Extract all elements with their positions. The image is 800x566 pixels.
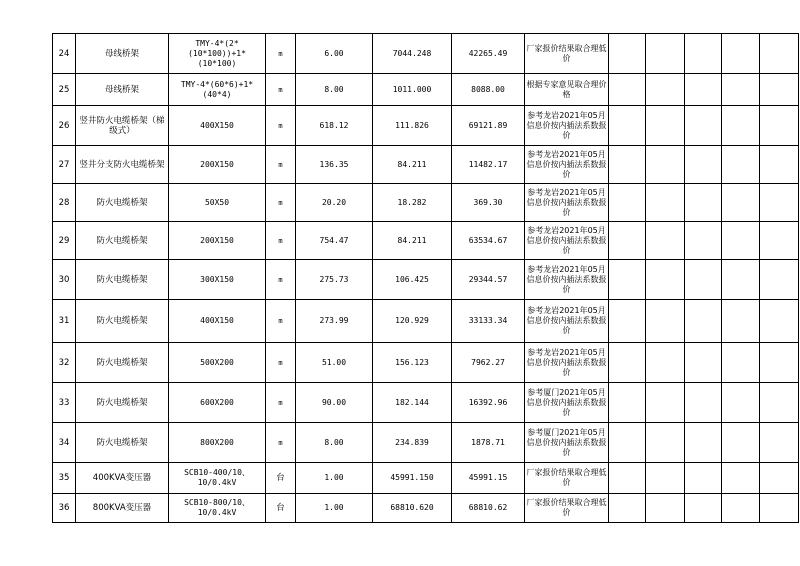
item-spec: TMY-4*(60*6)+1*(40*4) <box>169 74 266 106</box>
empty-cell <box>646 106 685 146</box>
item-total: 42265.49 <box>452 34 525 74</box>
empty-cell <box>760 383 799 423</box>
empty-cell <box>685 184 722 222</box>
empty-cell <box>646 184 685 222</box>
empty-cell <box>646 34 685 74</box>
item-note: 根据专家意见取合理价格 <box>525 74 609 106</box>
item-unit: m <box>266 343 296 383</box>
item-note: 参考龙岩2021年05月信息价按内插法系数报价 <box>525 146 609 184</box>
empty-cell <box>685 222 722 260</box>
item-note: 厂家报价结果取合理低价 <box>525 463 609 494</box>
item-unit: m <box>266 260 296 300</box>
item-unit-price: 182.144 <box>373 383 452 423</box>
item-total: 45991.15 <box>452 463 525 494</box>
row-number: 29 <box>53 222 76 260</box>
item-unit: m <box>266 222 296 260</box>
item-unit-price: 156.123 <box>373 343 452 383</box>
item-unit-price: 120.929 <box>373 300 452 343</box>
empty-cell <box>722 383 760 423</box>
empty-cell <box>685 423 722 463</box>
item-spec: 500X200 <box>169 343 266 383</box>
empty-cell <box>722 423 760 463</box>
item-quantity: 1.00 <box>296 463 373 494</box>
empty-cell <box>760 300 799 343</box>
row-number: 28 <box>53 184 76 222</box>
empty-cell <box>722 300 760 343</box>
item-note: 参考厦门2021年05月信息价按内插法系数报价 <box>525 383 609 423</box>
item-note: 参考龙岩2021年05月信息价按内插法系数报价 <box>525 106 609 146</box>
empty-cell <box>685 74 722 106</box>
row-number: 25 <box>53 74 76 106</box>
empty-cell <box>685 260 722 300</box>
empty-cell <box>722 146 760 184</box>
table-row <box>53 463 799 494</box>
empty-cell <box>646 343 685 383</box>
row-number: 26 <box>53 106 76 146</box>
empty-cell <box>760 74 799 106</box>
empty-cell <box>722 494 760 523</box>
empty-cell <box>722 463 760 494</box>
empty-cell <box>646 423 685 463</box>
item-quantity: 1.00 <box>296 494 373 523</box>
item-total: 8088.00 <box>452 74 525 106</box>
row-number: 35 <box>53 463 76 494</box>
price-table <box>52 33 799 523</box>
item-quantity: 20.20 <box>296 184 373 222</box>
item-name: 母线桥架 <box>76 74 169 106</box>
item-name: 防火电缆桥架 <box>76 423 169 463</box>
table-row <box>53 146 799 184</box>
item-unit: m <box>266 383 296 423</box>
item-unit: m <box>266 300 296 343</box>
item-spec: 200X150 <box>169 222 266 260</box>
item-total: 29344.57 <box>452 260 525 300</box>
item-unit: 台 <box>266 494 296 523</box>
empty-cell <box>760 146 799 184</box>
item-quantity: 618.12 <box>296 106 373 146</box>
empty-cell <box>685 383 722 423</box>
table-body <box>53 34 799 523</box>
empty-cell <box>609 146 646 184</box>
table-row <box>53 423 799 463</box>
item-name: 800KVA变压器 <box>76 494 169 523</box>
empty-cell <box>722 260 760 300</box>
empty-cell <box>609 300 646 343</box>
item-quantity: 90.00 <box>296 383 373 423</box>
item-name: 防火电缆桥架 <box>76 300 169 343</box>
item-spec: 600X200 <box>169 383 266 423</box>
empty-cell <box>609 222 646 260</box>
empty-cell <box>722 106 760 146</box>
empty-cell <box>646 222 685 260</box>
table-row <box>53 494 799 523</box>
row-number: 34 <box>53 423 76 463</box>
item-note: 厂家报价结果取合理低价 <box>525 34 609 74</box>
item-name: 防火电缆桥架 <box>76 184 169 222</box>
empty-cell <box>609 184 646 222</box>
empty-cell <box>646 494 685 523</box>
item-unit-price: 1011.000 <box>373 74 452 106</box>
item-note: 厂家报价结果取合理低价 <box>525 494 609 523</box>
item-spec: 200X150 <box>169 146 266 184</box>
item-unit-price: 45991.150 <box>373 463 452 494</box>
item-quantity: 6.00 <box>296 34 373 74</box>
empty-cell <box>646 74 685 106</box>
item-unit-price: 18.282 <box>373 184 452 222</box>
table-row <box>53 106 799 146</box>
item-unit: m <box>266 146 296 184</box>
empty-cell <box>609 34 646 74</box>
item-spec: TMY-4*(2*(10*100))+1*(10*100) <box>169 34 266 74</box>
item-unit-price: 84.211 <box>373 222 452 260</box>
table-row <box>53 74 799 106</box>
item-unit: 台 <box>266 463 296 494</box>
empty-cell <box>760 34 799 74</box>
empty-cell <box>646 260 685 300</box>
item-unit-price: 111.826 <box>373 106 452 146</box>
item-spec: SCB10-800/10、10/0.4kV <box>169 494 266 523</box>
empty-cell <box>609 343 646 383</box>
empty-cell <box>722 343 760 383</box>
empty-cell <box>760 222 799 260</box>
item-unit: m <box>266 106 296 146</box>
empty-cell <box>609 106 646 146</box>
row-number: 36 <box>53 494 76 523</box>
item-name: 防火电缆桥架 <box>76 222 169 260</box>
table-row <box>53 260 799 300</box>
item-unit: m <box>266 423 296 463</box>
item-quantity: 51.00 <box>296 343 373 383</box>
empty-cell <box>646 463 685 494</box>
empty-cell <box>685 463 722 494</box>
item-quantity: 8.00 <box>296 423 373 463</box>
empty-cell <box>685 34 722 74</box>
item-total: 69121.89 <box>452 106 525 146</box>
item-spec: 400X150 <box>169 106 266 146</box>
item-note: 参考龙岩2021年05月信息价按内插法系数报价 <box>525 260 609 300</box>
item-quantity: 275.73 <box>296 260 373 300</box>
empty-cell <box>609 74 646 106</box>
row-number: 33 <box>53 383 76 423</box>
empty-cell <box>760 494 799 523</box>
item-quantity: 8.00 <box>296 74 373 106</box>
item-name: 竖井防火电缆桥架（梯级式） <box>76 106 169 146</box>
row-number: 31 <box>53 300 76 343</box>
item-total: 7962.27 <box>452 343 525 383</box>
item-name: 母线桥架 <box>76 34 169 74</box>
table-row <box>53 300 799 343</box>
item-total: 16392.96 <box>452 383 525 423</box>
table-row <box>53 343 799 383</box>
empty-cell <box>760 184 799 222</box>
empty-cell <box>646 300 685 343</box>
row-number: 27 <box>53 146 76 184</box>
empty-cell <box>760 106 799 146</box>
empty-cell <box>760 423 799 463</box>
empty-cell <box>722 184 760 222</box>
empty-cell <box>609 423 646 463</box>
item-unit: m <box>266 34 296 74</box>
item-name: 竖井分支防火电缆桥架 <box>76 146 169 184</box>
table-row <box>53 184 799 222</box>
item-quantity: 136.35 <box>296 146 373 184</box>
item-unit: m <box>266 184 296 222</box>
empty-cell <box>722 222 760 260</box>
empty-cell <box>609 463 646 494</box>
row-number: 24 <box>53 34 76 74</box>
empty-cell <box>609 383 646 423</box>
item-spec: SCB10-400/10、10/0.4kV <box>169 463 266 494</box>
item-name: 防火电缆桥架 <box>76 260 169 300</box>
empty-cell <box>646 146 685 184</box>
table-row <box>53 34 799 74</box>
empty-cell <box>760 343 799 383</box>
item-note: 参考龙岩2021年05月信息价按内插法系数报价 <box>525 222 609 260</box>
item-spec: 800X200 <box>169 423 266 463</box>
empty-cell <box>646 383 685 423</box>
item-unit-price: 68810.620 <box>373 494 452 523</box>
empty-cell <box>685 494 722 523</box>
empty-cell <box>722 74 760 106</box>
item-spec: 400X150 <box>169 300 266 343</box>
item-total: 1878.71 <box>452 423 525 463</box>
item-unit-price: 84.211 <box>373 146 452 184</box>
table-row <box>53 222 799 260</box>
item-note: 参考龙岩2021年05月信息价按内插法系数报价 <box>525 343 609 383</box>
item-unit-price: 7044.248 <box>373 34 452 74</box>
item-note: 参考厦门2021年05月信息价按内插法系数报价 <box>525 423 609 463</box>
empty-cell <box>685 343 722 383</box>
row-number: 32 <box>53 343 76 383</box>
empty-cell <box>685 106 722 146</box>
empty-cell <box>760 463 799 494</box>
empty-cell <box>685 300 722 343</box>
empty-cell <box>609 494 646 523</box>
item-total: 369.30 <box>452 184 525 222</box>
item-spec: 300X150 <box>169 260 266 300</box>
item-unit: m <box>266 74 296 106</box>
table-row <box>53 383 799 423</box>
item-unit-price: 234.839 <box>373 423 452 463</box>
item-total: 68810.62 <box>452 494 525 523</box>
item-name: 防火电缆桥架 <box>76 383 169 423</box>
empty-cell <box>722 34 760 74</box>
item-total: 11482.17 <box>452 146 525 184</box>
item-quantity: 754.47 <box>296 222 373 260</box>
empty-cell <box>685 146 722 184</box>
empty-cell <box>609 260 646 300</box>
item-total: 33133.34 <box>452 300 525 343</box>
item-name: 400KVA变压器 <box>76 463 169 494</box>
item-quantity: 273.99 <box>296 300 373 343</box>
item-spec: 50X50 <box>169 184 266 222</box>
item-name: 防火电缆桥架 <box>76 343 169 383</box>
empty-cell <box>760 260 799 300</box>
row-number: 30 <box>53 260 76 300</box>
item-unit-price: 106.425 <box>373 260 452 300</box>
item-note: 参考龙岩2021年05月信息价按内插法系数报价 <box>525 184 609 222</box>
item-total: 63534.67 <box>452 222 525 260</box>
item-note: 参考龙岩2021年05月信息价按内插法系数报价 <box>525 300 609 343</box>
